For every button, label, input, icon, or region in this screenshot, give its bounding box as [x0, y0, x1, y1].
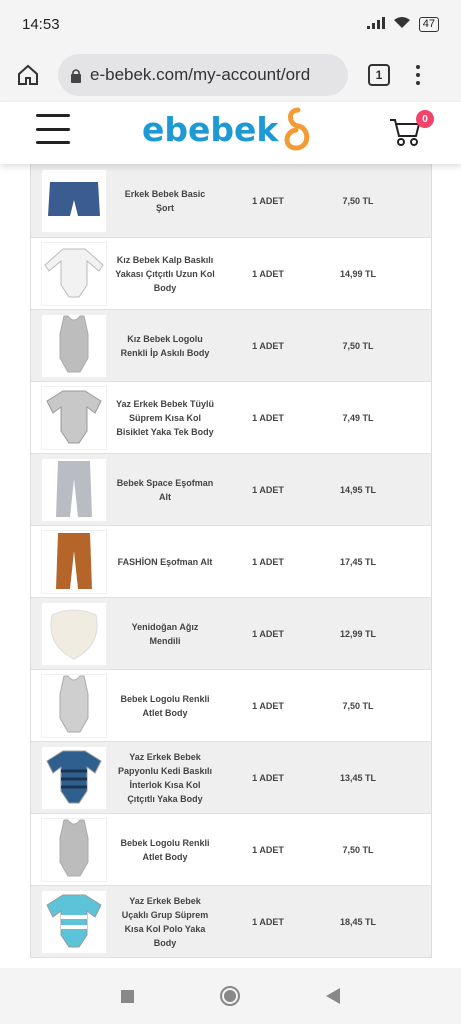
- product-price: 14,95 TL: [339, 484, 377, 495]
- product-quantity: 1 ADET: [252, 844, 284, 855]
- product-name[interactable]: Yenidoğan Ağız Mendili: [131, 621, 199, 646]
- back-icon[interactable]: [326, 988, 340, 1004]
- product-name[interactable]: Yaz Erkek Bebek Tüylü Süprem Kısa Kol Bisiklet Yaka Tek Body: [115, 398, 215, 437]
- home-circle-icon[interactable]: [220, 986, 240, 1006]
- polo-body-icon: [45, 891, 103, 953]
- longsleeve-body-icon: [43, 245, 105, 303]
- product-quantity: 1 ADET: [252, 916, 284, 927]
- order-item-row[interactable]: [31, 526, 431, 598]
- url-text: e-bebek.com/my-account/ord: [90, 65, 311, 84]
- product-name[interactable]: Yaz Erkek Bebek Papyonlu Kedi Baskılı İnterlok Kısa Kol Çıtçıtlı Yaka Body: [117, 751, 213, 804]
- overflow-menu-button[interactable]: [416, 65, 420, 85]
- product-image[interactable]: [41, 674, 107, 738]
- home-button[interactable]: [12, 59, 44, 91]
- product-image[interactable]: [41, 458, 107, 522]
- product-quantity: 1 ADET: [252, 484, 284, 495]
- product-name[interactable]: Yaz Erkek Bebek Uçaklı Grup Süprem Kısa Kol Polo Yaka Body: [121, 895, 209, 948]
- hamburger-menu-icon[interactable]: [36, 114, 70, 144]
- order-items-table: [30, 164, 432, 958]
- shorts-icon: [46, 178, 102, 224]
- strap-body-icon: [52, 314, 96, 378]
- address-bar[interactable]: [58, 54, 348, 96]
- product-price: 12,99 TL: [339, 628, 377, 639]
- order-item-row[interactable]: [31, 742, 431, 814]
- battery-icon: 47: [419, 17, 439, 32]
- order-item-row[interactable]: [31, 238, 431, 310]
- order-item-row[interactable]: [31, 454, 431, 526]
- site-logo[interactable]: [142, 106, 318, 152]
- product-price: 7,50 TL: [342, 700, 374, 711]
- cart-count-badge: 0: [416, 110, 434, 128]
- product-image[interactable]: [41, 314, 107, 378]
- product-quantity: 1 ADET: [252, 340, 284, 351]
- product-quantity: 1 ADET: [252, 556, 284, 567]
- order-item-row[interactable]: [31, 886, 431, 958]
- product-price: 7,50 TL: [342, 844, 374, 855]
- product-name[interactable]: Bebek Logolu Renkli Atlet Body: [120, 693, 210, 718]
- status-bar: [0, 0, 461, 48]
- product-name[interactable]: Kız Bebek Kalp Baskılı Yakası Çıtçıtlı Uzun Kol Body: [115, 254, 215, 293]
- wifi-icon: [393, 16, 411, 32]
- pants-icon: [52, 531, 96, 593]
- product-name[interactable]: FASHİON Eşofman Alt: [117, 556, 213, 567]
- product-quantity: 1 ADET: [252, 268, 284, 279]
- order-item-row[interactable]: [31, 164, 431, 238]
- logo-text: ebebek: [142, 109, 279, 149]
- tank-body-icon: [52, 818, 96, 882]
- order-item-row[interactable]: [31, 310, 431, 382]
- product-name[interactable]: Bebek Logolu Renkli Atlet Body: [120, 837, 210, 862]
- product-quantity: 1 ADET: [252, 772, 284, 783]
- recent-apps-icon[interactable]: [121, 990, 134, 1003]
- site-header: [0, 102, 461, 164]
- product-image[interactable]: [41, 242, 107, 306]
- shortsleeve-body-icon: [45, 387, 103, 449]
- cart-button[interactable]: [388, 113, 428, 148]
- tab-switcher-button[interactable]: 1: [368, 64, 390, 86]
- order-item-row[interactable]: [31, 382, 431, 454]
- logo-mark-icon: [278, 106, 318, 152]
- striped-body-icon: [45, 747, 103, 809]
- order-item-row[interactable]: [31, 814, 431, 886]
- product-image[interactable]: [41, 602, 107, 666]
- status-icons: [367, 16, 439, 32]
- signal-icon: [367, 17, 385, 32]
- product-name[interactable]: Bebek Space Eşofman Alt: [116, 477, 214, 502]
- android-nav-bar: [0, 968, 461, 1024]
- product-quantity: 1 ADET: [252, 628, 284, 639]
- product-image[interactable]: [41, 890, 107, 954]
- order-item-row[interactable]: [31, 598, 431, 670]
- product-quantity: 1 ADET: [252, 700, 284, 711]
- product-quantity: 1 ADET: [252, 195, 284, 206]
- order-items-area[interactable]: [0, 164, 461, 968]
- product-price: 13,45 TL: [339, 772, 377, 783]
- product-price: 14,99 TL: [339, 268, 377, 279]
- browser-toolbar: [0, 48, 461, 102]
- clock: 14:53: [22, 15, 60, 33]
- product-name[interactable]: Kız Bebek Logolu Renkli İp Askılı Body: [120, 333, 210, 358]
- home-icon: [16, 63, 40, 87]
- product-image[interactable]: [41, 530, 107, 594]
- product-name[interactable]: Erkek Bebek Basic Şort: [124, 188, 206, 213]
- product-image[interactable]: [41, 169, 107, 233]
- tank-body-icon: [52, 674, 96, 738]
- lock-icon: [70, 68, 82, 83]
- order-item-row[interactable]: [31, 670, 431, 742]
- bib-icon: [44, 605, 104, 663]
- product-price: 18,45 TL: [339, 916, 377, 927]
- product-image[interactable]: [41, 746, 107, 810]
- product-price: 7,50 TL: [342, 195, 374, 206]
- pants-icon: [52, 459, 96, 521]
- product-price: 17,45 TL: [339, 556, 377, 567]
- product-price: 7,50 TL: [342, 340, 374, 351]
- product-image[interactable]: [41, 818, 107, 882]
- product-image[interactable]: [41, 386, 107, 450]
- product-quantity: 1 ADET: [252, 412, 284, 423]
- product-price: 7,49 TL: [342, 412, 374, 423]
